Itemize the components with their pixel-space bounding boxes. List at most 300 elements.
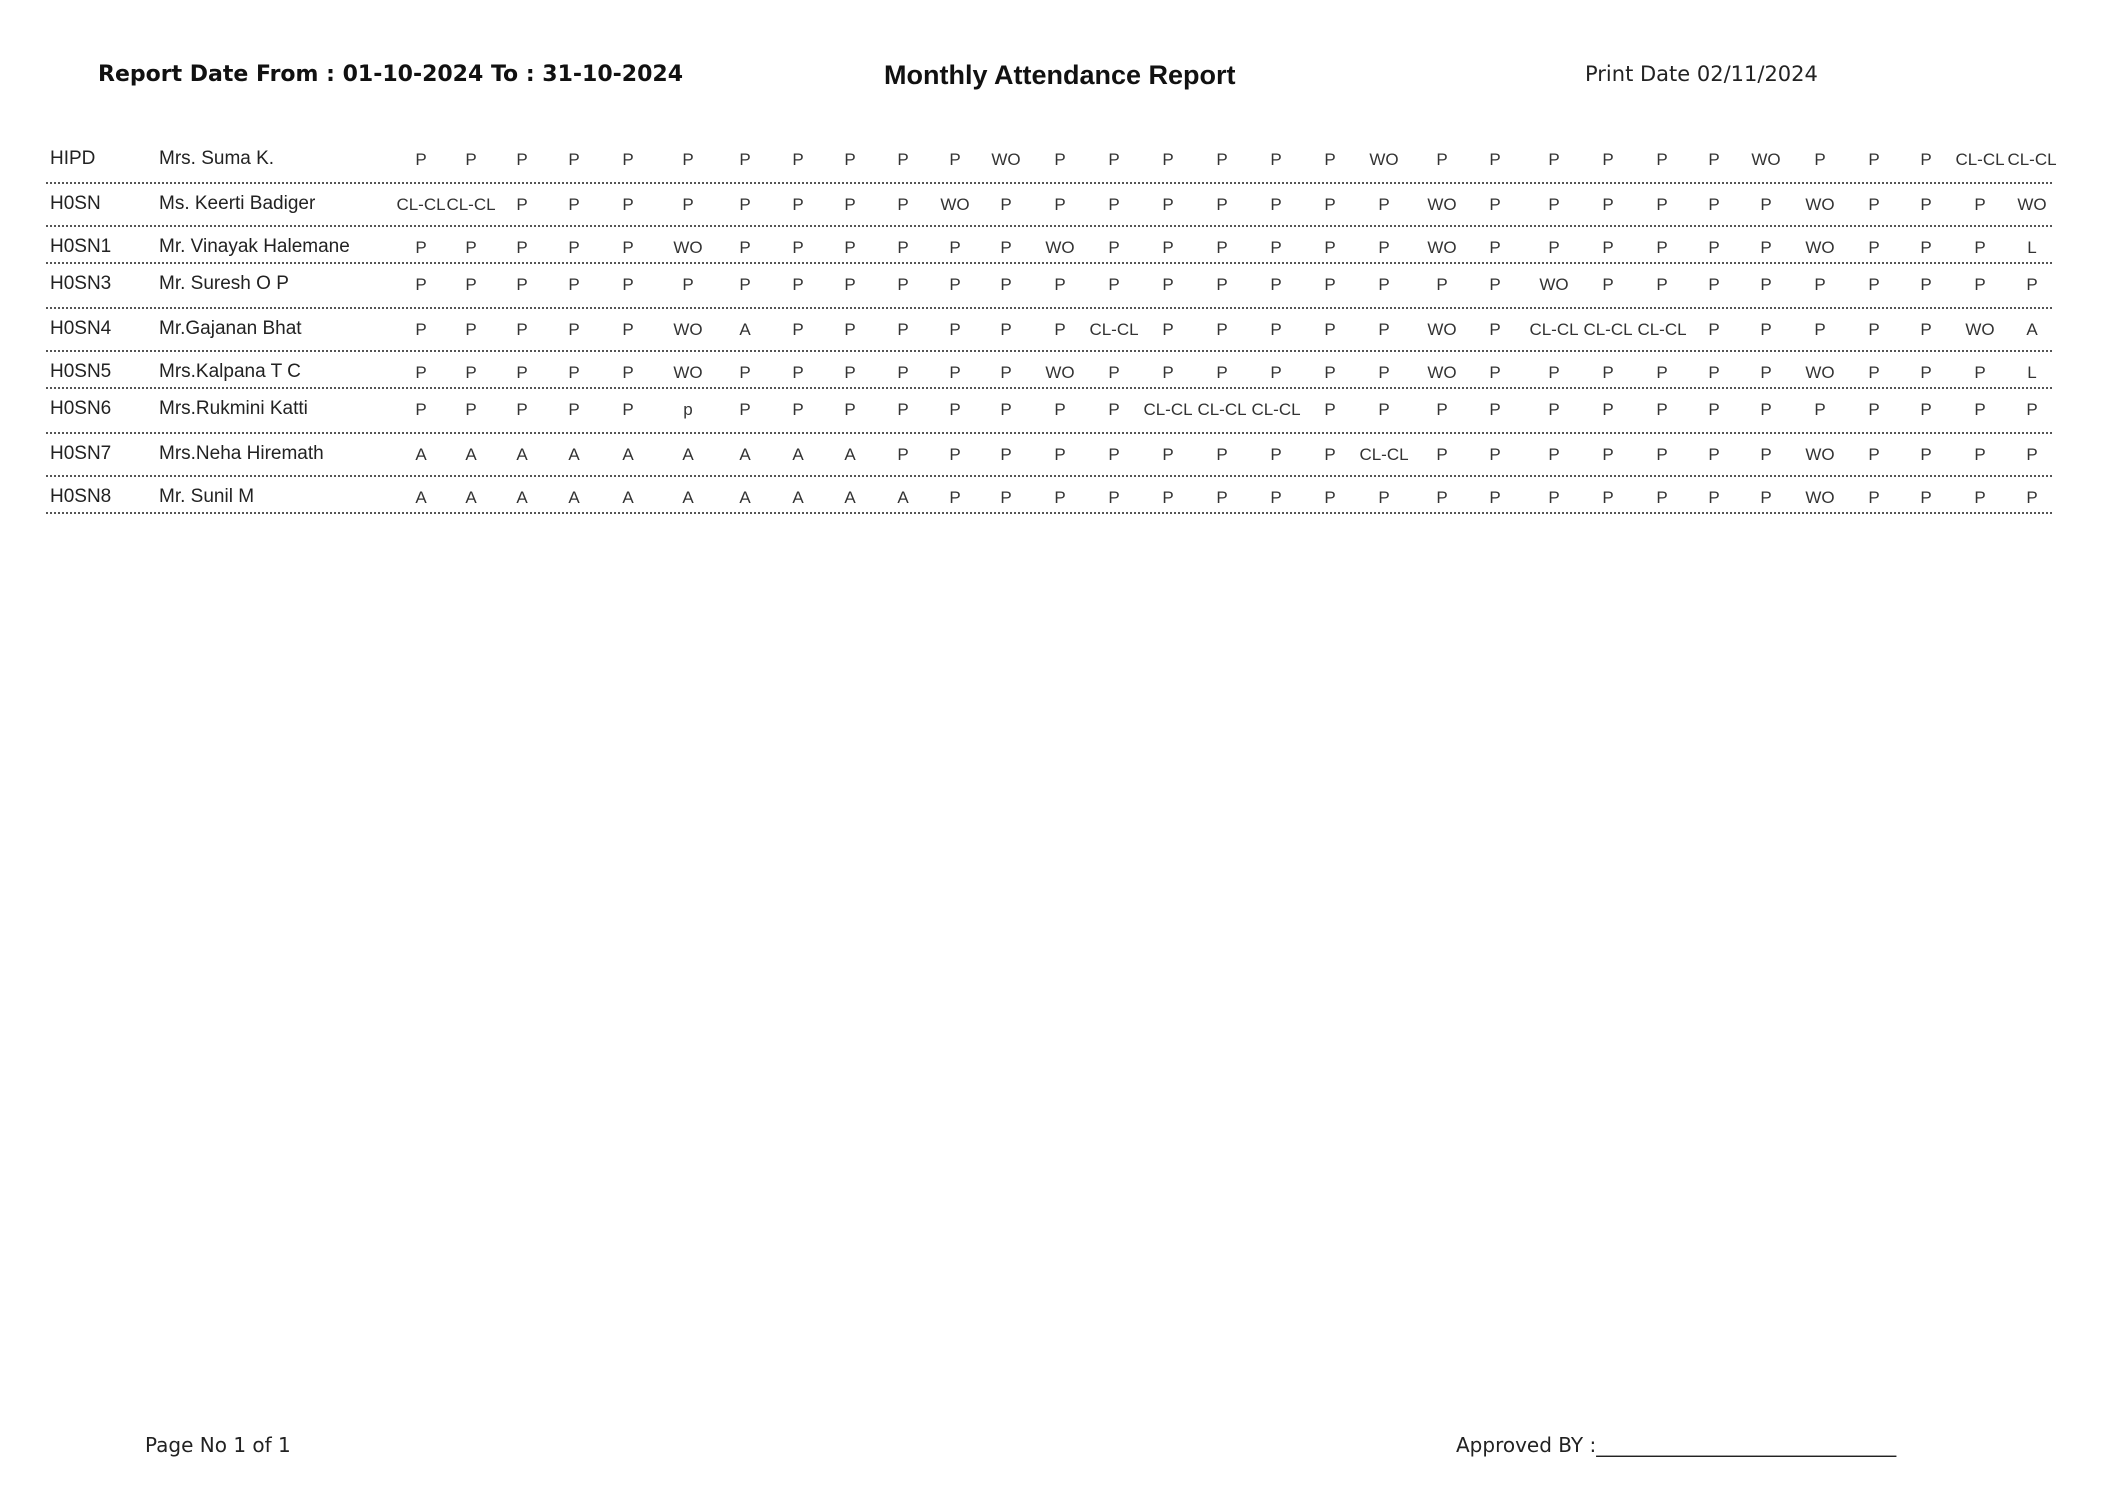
attendance-cell: P [1378,320,1390,339]
attendance-cell: P [1162,363,1174,382]
attendance-cell: P [949,320,961,339]
attendance-cell: P [415,400,427,419]
attendance-cell: P [1656,275,1668,294]
attendance-cell: P [739,275,751,294]
attendance-cell: P [1162,150,1174,169]
attendance-cell: P [1868,275,1880,294]
attendance-cell: P [2026,275,2038,294]
attendance-cell: P [1548,195,1560,214]
attendance-cell: P [1054,445,1066,464]
attendance-cell: P [1108,195,1120,214]
attendance-cell: WO [1751,150,1781,169]
attendance-cell: P [1270,150,1282,169]
attendance-cell: P [1974,275,1986,294]
attendance-cell: P [897,363,909,382]
attendance-cell: P [1920,488,1932,507]
table-row [46,139,2057,184]
attendance-cell: P [1324,275,1336,294]
attendance-cell: P [1270,488,1282,507]
attendance-cell: P [1000,320,1012,339]
attendance-cell: P [1868,320,1880,339]
attendance-cell: P [1602,400,1614,419]
attendance-cell: P [1270,445,1282,464]
attendance-cell: WO [673,363,703,382]
attendance-cell: WO [1805,445,1835,464]
attendance-cell: P [1054,488,1066,507]
attendance-cell: P [1108,150,1120,169]
attendance-cell: P [622,320,634,339]
attendance-cell: P [2026,400,2038,419]
attendance-cell: P [1760,488,1772,507]
attendance-cell: P [739,195,751,214]
attendance-cell: P [949,238,961,257]
attendance-cell: CL-CL [396,195,446,214]
attendance-cell: WO [673,320,703,339]
attendance-cell: P [1054,320,1066,339]
attendance-cell: P [465,275,477,294]
attendance-cell: P [1708,488,1720,507]
attendance-cell: P [949,400,961,419]
attendance-cell: P [1378,488,1390,507]
attendance-cell: A [516,488,528,507]
attendance-cell: CL-CL [2007,150,2057,169]
attendance-cell: A [739,320,751,339]
attendance-cell: P [1436,445,1448,464]
attendance-cell: P [2026,445,2038,464]
attendance-cell: P [1760,238,1772,257]
attendance-cell: WO [1427,195,1457,214]
attendance-cell: P [1602,363,1614,382]
attendance-cell: P [1216,488,1228,507]
attendance-cell: P [1656,150,1668,169]
attendance-cell: P [568,400,580,419]
attendance-cell: P [1216,363,1228,382]
attendance-cell: P [1760,275,1772,294]
attendance-cell: L [2027,363,2037,382]
attendance-cell: P [415,150,427,169]
employee-name: Mrs. Suma K. [159,148,275,169]
attendance-cell: P [1760,195,1772,214]
attendance-cell: P [1162,445,1174,464]
attendance-cell: P [792,195,804,214]
attendance-cell: A [568,445,580,464]
attendance-cell: CL-CL [1359,445,1409,464]
attendance-cell: P [1054,275,1066,294]
attendance-cell: P [1216,150,1228,169]
attendance-cell: P [1602,445,1614,464]
attendance-cell: A [844,488,856,507]
attendance-cell: A [682,445,694,464]
attendance-cell: P [1108,400,1120,419]
employee-code: H0SN6 [50,398,112,419]
attendance-cell: P [1378,275,1390,294]
attendance-cell: P [1602,238,1614,257]
attendance-cell: P [568,150,580,169]
attendance-cell: P [1108,488,1120,507]
attendance-cell: A [2026,320,2038,339]
attendance-cell: P [1548,150,1560,169]
attendance-cell: A [465,445,477,464]
attendance-cell: A [568,488,580,507]
attendance-cell: CL-CL [446,195,496,214]
attendance-cell: P [1548,400,1560,419]
attendance-cell: P [897,275,909,294]
attendance-cell: P [1489,275,1501,294]
attendance-cell: P [1000,400,1012,419]
attendance-cell: P [897,150,909,169]
table-row [46,309,2052,352]
attendance-cell: P [1489,445,1501,464]
employee-code: H0SN8 [50,486,112,507]
attendance-cell: P [622,238,634,257]
employee-name: Mrs.Neha Hiremath [159,443,324,464]
attendance-cell: A [415,445,427,464]
attendance-cell: P [1760,363,1772,382]
table-row [46,352,2052,389]
attendance-cell: P [739,238,751,257]
employee-name: Mr. Suresh O P [159,273,289,294]
attendance-cell: P [1162,195,1174,214]
attendance-cell: P [1602,150,1614,169]
attendance-cell: P [1324,238,1336,257]
attendance-cell: P [949,275,961,294]
attendance-cell: P [1708,363,1720,382]
attendance-cell: P [1270,320,1282,339]
attendance-cell: P [568,320,580,339]
attendance-cell: P [2026,488,2038,507]
attendance-cell: P [1974,363,1986,382]
attendance-cell: P [1489,400,1501,419]
attendance-cell: P [1489,488,1501,507]
attendance-cell: P [1708,320,1720,339]
employee-name: Mrs.Rukmini Katti [159,398,308,419]
attendance-cell: CL-CL [1529,320,1579,339]
attendance-cell: p [683,400,693,419]
attendance-cell: P [1436,275,1448,294]
employee-name: Ms. Keerti Badiger [159,193,316,214]
attendance-cell: P [1489,150,1501,169]
report-date-range: Report Date From : 01-10-2024 To : 31-10-2024 [98,62,683,87]
attendance-cell: P [1324,400,1336,419]
attendance-cell: P [1760,400,1772,419]
attendance-cell: P [897,195,909,214]
attendance-cell: P [682,195,694,214]
employee-name: Mr. Sunil M [159,486,255,507]
print-date: Print Date 02/11/2024 [1585,62,1818,86]
attendance-cell: P [897,400,909,419]
attendance-cell: P [568,363,580,382]
attendance-cell: P [622,363,634,382]
table-row [46,389,2052,434]
attendance-cell: WO [2017,195,2047,214]
attendance-cell: P [1000,275,1012,294]
attendance-cell: P [1760,320,1772,339]
attendance-cell: WO [1805,488,1835,507]
attendance-cell: P [516,320,528,339]
page-number: Page No 1 of 1 [145,1433,291,1457]
attendance-cell: P [1216,275,1228,294]
attendance-cell: P [415,320,427,339]
attendance-cell: P [844,363,856,382]
table-row [46,184,2052,227]
attendance-cell: P [415,363,427,382]
attendance-cell: P [1920,400,1932,419]
attendance-cell: P [465,150,477,169]
attendance-cell: P [1814,320,1826,339]
attendance-cell: P [844,195,856,214]
attendance-cell: A [516,445,528,464]
attendance-cell: P [1656,400,1668,419]
attendance-cell: P [1708,400,1720,419]
attendance-cell: P [949,363,961,382]
employee-name: Mrs.Kalpana T C [159,361,301,382]
attendance-cell: WO [1805,238,1835,257]
attendance-cell: P [622,275,634,294]
attendance-cell: P [1868,488,1880,507]
attendance-cell: P [1920,445,1932,464]
attendance-cell: A [622,445,634,464]
attendance-cell: P [792,363,804,382]
attendance-cell: P [1920,363,1932,382]
attendance-cell: P [792,275,804,294]
attendance-cell: P [516,238,528,257]
attendance-cell: A [739,445,751,464]
attendance-cell: P [1548,445,1560,464]
attendance-cell: P [1270,238,1282,257]
attendance-cell: P [516,195,528,214]
attendance-cell: P [1814,275,1826,294]
attendance-cell: P [415,238,427,257]
attendance-cell: P [516,400,528,419]
attendance-cell: P [1108,275,1120,294]
attendance-cell: P [1548,238,1560,257]
attendance-cell: L [2027,238,2037,257]
attendance-cell: P [1656,238,1668,257]
attendance-cell: WO [1539,275,1569,294]
attendance-cell: P [1324,320,1336,339]
employee-code: H0SN5 [50,361,112,382]
attendance-cell: P [1548,363,1560,382]
attendance-cell: P [1656,195,1668,214]
attendance-cell: WO [1427,238,1457,257]
attendance-cell: CL-CL [1583,320,1633,339]
attendance-cell: A [622,488,634,507]
attendance-cell: P [739,400,751,419]
attendance-cell: P [1378,400,1390,419]
attendance-cell: P [1000,195,1012,214]
attendance-cell: P [1324,195,1336,214]
attendance-cell: P [622,195,634,214]
attendance-cell: WO [991,150,1021,169]
attendance-cell: P [568,195,580,214]
attendance-cell: P [568,238,580,257]
employee-code: H0SN7 [50,443,112,464]
attendance-cell: P [1054,400,1066,419]
attendance-cell: P [1868,445,1880,464]
attendance-cell: P [1708,238,1720,257]
attendance-cell: P [1216,445,1228,464]
attendance-cell: P [844,238,856,257]
attendance-cell: P [1868,150,1880,169]
attendance-cell: P [568,275,580,294]
attendance-cell: P [1489,195,1501,214]
attendance-cell: P [622,400,634,419]
attendance-cell: P [1054,150,1066,169]
attendance-cell: P [844,275,856,294]
attendance-cell: P [516,363,528,382]
attendance-cell: P [1000,488,1012,507]
table-row [46,264,2052,309]
attendance-cell: P [1489,363,1501,382]
attendance-cell: CL-CL [1955,150,2005,169]
attendance-cell: WO [1427,320,1457,339]
attendance-cell: P [1760,445,1772,464]
attendance-cell: CL-CL [1637,320,1687,339]
attendance-cell: P [1436,400,1448,419]
attendance-cell: P [1656,488,1668,507]
attendance-cell: P [1324,488,1336,507]
employee-name: Mr. Vinayak Halemane [159,236,350,257]
employee-code: H0SN4 [50,318,112,339]
attendance-cell: P [465,320,477,339]
attendance-cell: P [465,400,477,419]
table-row [46,477,2052,514]
attendance-cell: P [1814,400,1826,419]
attendance-cell: WO [1427,363,1457,382]
attendance-cell: P [1000,445,1012,464]
attendance-cell: P [1974,488,1986,507]
attendance-cell: P [1920,238,1932,257]
employee-code: H0SN3 [50,273,112,294]
attendance-cell: P [1054,195,1066,214]
attendance-cell: A [739,488,751,507]
attendance-cell: P [1000,363,1012,382]
table-row [46,434,2052,477]
attendance-cell: P [682,275,694,294]
attendance-cell: A [844,445,856,464]
attendance-cell: P [622,150,634,169]
attendance-cell: WO [1965,320,1995,339]
attendance-cell: P [1108,363,1120,382]
attendance-cell: P [1162,488,1174,507]
attendance-cell: P [465,238,477,257]
attendance-cell: P [1162,275,1174,294]
attendance-cell: P [1920,320,1932,339]
attendance-cell: WO [1805,195,1835,214]
attendance-cell: P [1656,445,1668,464]
attendance-cell: P [949,488,961,507]
attendance-cell: CL-CL [1197,400,1247,419]
attendance-cell: CL-CL [1143,400,1193,419]
attendance-cell: P [1162,320,1174,339]
attendance-cell: P [844,150,856,169]
employee-name: Mr.Gajanan Bhat [159,318,302,339]
attendance-table [46,139,2057,514]
attendance-cell: P [1868,238,1880,257]
attendance-cell: P [739,363,751,382]
attendance-cell: P [949,150,961,169]
attendance-cell: CL-CL [1251,400,1301,419]
attendance-cell: P [682,150,694,169]
attendance-cell: A [465,488,477,507]
attendance-cell: P [1548,488,1560,507]
attendance-cell: A [682,488,694,507]
attendance-cell: P [1108,445,1120,464]
attendance-cell: P [1162,238,1174,257]
attendance-cell: WO [1045,363,1075,382]
attendance-cell: P [1216,195,1228,214]
attendance-cell: P [844,400,856,419]
approved-by: Approved BY :______________________________ [1456,1433,1897,1457]
attendance-cell: P [1708,195,1720,214]
attendance-cell: P [1974,445,1986,464]
attendance-cell: WO [940,195,970,214]
attendance-cell: P [1602,275,1614,294]
attendance-cell: A [792,488,804,507]
table-row [46,227,2052,264]
attendance-cell: P [792,150,804,169]
attendance-cell: WO [1045,238,1075,257]
attendance-cell: P [1868,400,1880,419]
attendance-cell: P [1489,320,1501,339]
attendance-cell: P [897,320,909,339]
attendance-cell: P [1920,195,1932,214]
attendance-cell: P [1708,150,1720,169]
attendance-cell: P [415,275,427,294]
attendance-cell: P [1436,150,1448,169]
attendance-cell: P [1974,238,1986,257]
attendance-cell: WO [1369,150,1399,169]
attendance-cell: P [1602,195,1614,214]
attendance-cell: P [739,150,751,169]
attendance-cell: P [1378,195,1390,214]
attendance-cell: P [897,445,909,464]
attendance-cell: P [1974,195,1986,214]
employee-code: H0SN1 [50,236,112,257]
attendance-cell: P [1814,150,1826,169]
attendance-cell: P [1324,150,1336,169]
attendance-cell: P [1378,363,1390,382]
attendance-cell: P [1270,363,1282,382]
attendance-cell: A [792,445,804,464]
attendance-cell: P [1708,445,1720,464]
attendance-cell: P [1378,238,1390,257]
attendance-cell: P [1920,275,1932,294]
attendance-cell: P [1108,238,1120,257]
attendance-cell: P [516,275,528,294]
attendance-cell: P [792,400,804,419]
attendance-cell: P [1324,445,1336,464]
report-title: Monthly Attendance Report [884,60,1236,90]
attendance-cell: P [1216,320,1228,339]
attendance-cell: P [897,238,909,257]
attendance-cell: P [1602,488,1614,507]
attendance-cell: A [897,488,909,507]
employee-code: H0SN [50,193,101,214]
attendance-cell: P [1974,400,1986,419]
attendance-cell: P [1270,195,1282,214]
attendance-cell: CL-CL [1089,320,1139,339]
attendance-cell: P [792,238,804,257]
attendance-cell: P [1270,275,1282,294]
attendance-cell: P [1489,238,1501,257]
attendance-cell: P [949,445,961,464]
attendance-cell: P [465,363,477,382]
employee-code: HIPD [50,148,96,169]
attendance-cell: P [1324,363,1336,382]
attendance-cell: P [1656,363,1668,382]
attendance-cell: P [1868,195,1880,214]
